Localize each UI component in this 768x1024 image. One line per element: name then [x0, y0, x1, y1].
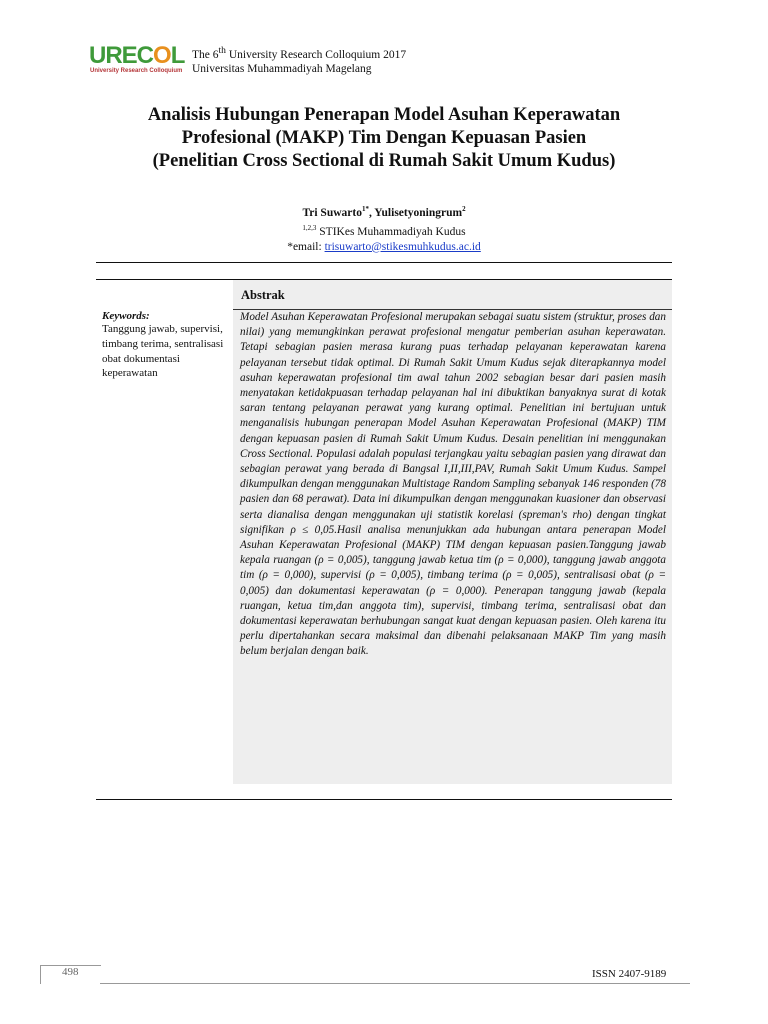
paper-title — [60, 104, 708, 173]
logo-subtitle: University Research Colloquium — [90, 68, 183, 74]
page-number: 498 — [62, 966, 79, 978]
conference-ordinal: th — [218, 45, 226, 56]
page-header — [86, 40, 686, 80]
logo-text-o: O — [153, 42, 171, 69]
issn-label: ISSN 2407-9189 — [592, 968, 667, 980]
top-rule — [96, 262, 672, 263]
affiliation-sup: 1,2,3 — [302, 223, 317, 232]
conference-line-1-prefix: The 6 — [192, 48, 219, 61]
email-line — [184, 240, 584, 255]
author-2: , Yulisetyoningrum — [368, 206, 463, 219]
conference-info — [192, 44, 406, 76]
logo-text-part1: UREC — [89, 42, 154, 69]
email-label: *email: — [287, 240, 325, 253]
urecol-logo — [86, 40, 186, 80]
email-link[interactable]: trisuwarto@stikesmuhkudus.ac.id — [324, 240, 481, 253]
author-1: Tri Suwarto — [302, 206, 362, 219]
author-1-sup: 1* — [361, 205, 369, 213]
keywords-text: Tanggung jawab, supervisi, timbang terima, sentralisasi obat dokumentasi keperawatan — [102, 323, 224, 380]
logo-text-part2: L — [170, 42, 185, 69]
abstract-text: Model Asuhan Keperawatan Profesional merupakan sebagai suatu sistem (struktur, proses dan nilai) yang memungkinkan perawat profesional mengatur pemberian asuhan keperawatan. Tetapi sebagian pasien merasa kurang puas terhadap pelayanan keperawatan karena pelayanan tersebut tidak optimal. Di Rumah Sakit Umum Kudus sejak diterapkannya model asuhan keperawatan profesional tim awal tahun 2002 sebagian besar dari pasien masih menyatakan ketidakpuasan terhadap pelayanan hal ini dibuktikan banyaknya surat di kotak saran tentang pelayanan perawat yang kurang optimal. Penelitian ini bertujuan untuk menganalisis hubungan penerapan Model Asuhan Keperawatan Profesional (MAKP) TIM dengan kepuasan pasien di Rumah Sakit Umum Kudus. Desain penelitian ini menggunakan Cross Sectional. Populasi adalah populasi terjangkau yaitu sebagian pasien yang dirawat dan sebagian perawat yang berada di Bangsal I,II,III,PAV, Rumah Sakit Umum Kudus. Sampel dikumpulkan dengan menggunakan Multistage Random Sampling sebanyak 146 responden (78 pasien dan 68 perawat). Data ini dikumpulkan dengan menggunakan kuasioner dan observasi serta dianalisa dengan menggunakan uji statistik korelasi (spreman's rho) dengan tingkat signifikan ρ ≤ 0,05.Hasil analisa menunjukkan ada hubungan antara penerapan Model Asuhan Keperawatan Profesional (MAKP) TIM dengan kepuasan pasien.Tanggung jawab kepala ruangan (ρ = 0,005), tanggung jawab ketua tim (ρ = 0,000), tanggung jawab anggota tim (ρ = 0,000), supervisi (ρ = 0,005), timbang terima (ρ = 0,005), sentralisasi obat (ρ = 0,005) dan dokumentasi keperawatan (ρ = 0,000). Penerapan tanggung jawab (kepala ruangan, ketua tim,dan anggota tim), supervisi, timbang terima, sentralisasi obat dan dokumentasi keperawatan berhubungan sangat kuat dengan kepuasan pasien. Oleh karena itu perlu dipertahankan secara maksimal dan dibenahi pelaksanaan MAKP Tim yang masih belum berjalan dengan baik. — [240, 311, 666, 658]
affiliation — [184, 221, 584, 240]
conference-line-1 — [192, 44, 406, 62]
abstract-heading: Abstrak — [241, 288, 285, 302]
conference-line-2: Universitas Muhammadiyah Magelang — [192, 62, 372, 75]
title-line-3: (Penelitian Cross Sectional di Rumah Sakit Umum Kudus) — [152, 151, 616, 171]
author-names — [184, 202, 584, 221]
title-line-2: Profesional (MAKP) Tim Dengan Kepuasan Pasien — [181, 128, 587, 148]
title-line-1: Analisis Hubungan Penerapan Model Asuhan Keperawatan — [147, 105, 621, 125]
keywords-label: Keywords: — [102, 310, 150, 322]
affiliation-name: STIKes Muhammadiyah Kudus — [316, 225, 466, 238]
logo-wordmark — [89, 42, 184, 70]
author-2-sup: 2 — [462, 205, 466, 213]
author-block — [184, 202, 584, 255]
footer-rule — [100, 983, 690, 984]
conference-line-1-suffix: University Research Colloquium 2017 — [225, 48, 407, 61]
bottom-rule — [96, 799, 672, 800]
